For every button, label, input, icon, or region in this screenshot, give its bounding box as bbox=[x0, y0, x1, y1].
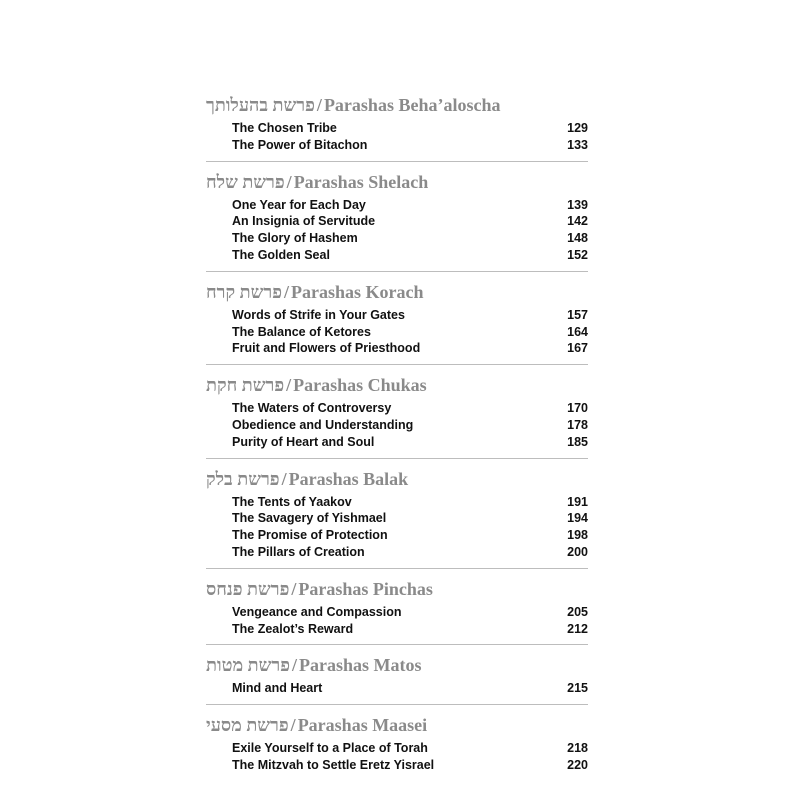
toc-section bbox=[206, 468, 588, 569]
section-hebrew-title: פרשת מטות bbox=[206, 655, 290, 676]
section-heading bbox=[206, 654, 588, 676]
toc-entry[interactable] bbox=[206, 434, 588, 451]
section-separator: / bbox=[286, 375, 292, 396]
entry-title: The Golden Seal bbox=[232, 247, 330, 262]
toc-entry[interactable] bbox=[206, 680, 588, 697]
toc-entry[interactable] bbox=[206, 757, 588, 774]
entry-page-number: 185 bbox=[567, 434, 588, 449]
entry-title: The Mitzvah to Settle Eretz Yisrael bbox=[232, 757, 435, 772]
entry-title: The Chosen Tribe bbox=[232, 121, 337, 135]
toc-entry[interactable] bbox=[206, 740, 588, 757]
section-title: Parashas Beha’aloscha bbox=[323, 95, 501, 115]
section-title: Parashas Balak bbox=[288, 468, 409, 489]
entry-title: One Year for Each Day bbox=[232, 197, 366, 212]
table-of-contents bbox=[206, 94, 588, 790]
entry-page-number: 194 bbox=[567, 511, 588, 526]
toc-entry[interactable] bbox=[206, 324, 588, 341]
section-title: Parashas Chukas bbox=[293, 375, 427, 396]
toc-entry[interactable] bbox=[206, 137, 588, 154]
toc-section bbox=[206, 654, 588, 705]
entry-title: Vengeance and Compassion bbox=[232, 604, 402, 619]
section-title: Parashas Maasei bbox=[297, 715, 428, 736]
section-heading bbox=[206, 578, 588, 600]
section-heading bbox=[206, 714, 588, 736]
entry-title: The Pillars of Creation bbox=[232, 544, 365, 559]
entry-title: Purity of Heart and Soul bbox=[232, 434, 375, 449]
section-hebrew-title: פרשת קרח bbox=[206, 281, 282, 302]
section-heading bbox=[206, 281, 588, 303]
section-hebrew-title: פרשת שלח bbox=[206, 171, 285, 192]
section-title: Parashas Pinchas bbox=[298, 578, 433, 599]
entry-title: The Waters of Controversy bbox=[232, 401, 392, 416]
toc-entry[interactable] bbox=[206, 197, 588, 214]
toc-entry[interactable] bbox=[206, 544, 588, 561]
entry-title: Obedience and Understanding bbox=[232, 417, 414, 432]
toc-entry[interactable] bbox=[206, 604, 588, 621]
entry-title: The Savagery of Yishmael bbox=[232, 511, 387, 526]
toc-entry[interactable] bbox=[206, 213, 588, 230]
section-heading bbox=[206, 171, 588, 193]
entry-page-number: 148 bbox=[567, 231, 588, 246]
section-separator: / bbox=[281, 468, 287, 489]
entry-page-number: 142 bbox=[567, 214, 588, 229]
toc-section bbox=[206, 281, 588, 365]
entry-page-number: 198 bbox=[567, 528, 588, 543]
entry-page-number: 157 bbox=[567, 307, 588, 322]
section-separator: / bbox=[290, 715, 296, 736]
toc-section bbox=[206, 714, 588, 781]
entry-title: The Glory of Hashem bbox=[232, 231, 358, 246]
section-separator: / bbox=[286, 171, 292, 192]
section-separator: / bbox=[283, 281, 289, 302]
entry-page-number: 215 bbox=[567, 681, 588, 696]
toc-entry[interactable] bbox=[206, 527, 588, 544]
entry-title: Mind and Heart bbox=[232, 681, 323, 696]
toc-entry[interactable] bbox=[206, 247, 588, 264]
toc-section bbox=[206, 171, 588, 272]
section-title: Parashas Matos bbox=[299, 655, 422, 676]
toc-entry[interactable] bbox=[206, 621, 588, 638]
entry-page-number: 200 bbox=[567, 544, 588, 559]
section-heading bbox=[206, 468, 588, 490]
toc-entry[interactable] bbox=[206, 340, 588, 357]
entry-page-number: 220 bbox=[567, 757, 588, 772]
toc-entry[interactable] bbox=[206, 510, 588, 527]
section-hebrew-title: פרשת בלק bbox=[206, 468, 280, 489]
entry-page-number: 218 bbox=[567, 741, 588, 756]
section-hebrew-title: פרשת פנחס bbox=[206, 578, 290, 599]
toc-section bbox=[206, 578, 588, 646]
toc-entry[interactable] bbox=[206, 494, 588, 511]
entry-title: The Power of Bitachon bbox=[232, 137, 368, 152]
entry-page-number: 164 bbox=[567, 324, 588, 339]
entry-title: Words of Strife in Your Gates bbox=[232, 307, 405, 322]
section-heading bbox=[206, 374, 588, 396]
entry-title: Exile Yourself to a Place of Torah bbox=[232, 741, 428, 756]
entry-page-number: 152 bbox=[567, 247, 588, 262]
section-hebrew-title: פרשת בהעלותך bbox=[206, 95, 315, 115]
entry-title: The Promise of Protection bbox=[232, 528, 388, 543]
entry-page-number: 212 bbox=[567, 621, 588, 636]
toc-entry[interactable] bbox=[206, 230, 588, 247]
section-separator: / bbox=[291, 578, 297, 599]
entry-title: An Insignia of Servitude bbox=[232, 214, 376, 229]
entry-title: The Balance of Ketores bbox=[232, 324, 371, 339]
entry-page-number: 139 bbox=[567, 197, 588, 212]
section-hebrew-title: פרשת חקת bbox=[206, 375, 285, 396]
section-title: Parashas Korach bbox=[291, 281, 424, 302]
toc-entry[interactable] bbox=[206, 120, 588, 137]
entry-title: Fruit and Flowers of Priesthood bbox=[232, 341, 421, 356]
entry-page-number: 133 bbox=[567, 137, 588, 152]
entry-page-number: 167 bbox=[567, 341, 588, 356]
entry-page-number: 170 bbox=[567, 401, 588, 416]
toc-entry[interactable] bbox=[206, 400, 588, 417]
section-hebrew-title: פרשת מסעי bbox=[206, 715, 289, 736]
section-heading bbox=[206, 94, 588, 116]
section-separator: / bbox=[291, 655, 297, 676]
section-title: Parashas Shelach bbox=[293, 171, 429, 192]
entry-page-number: 178 bbox=[567, 417, 588, 432]
toc-section bbox=[206, 374, 588, 458]
toc-entry[interactable] bbox=[206, 417, 588, 434]
entry-title: The Tents of Yaakov bbox=[232, 494, 352, 509]
entry-page-number: 205 bbox=[567, 604, 588, 619]
toc-section bbox=[206, 94, 588, 162]
entry-title: The Zealot’s Reward bbox=[232, 621, 354, 636]
entry-page-number: 129 bbox=[567, 121, 588, 135]
entry-page-number: 191 bbox=[567, 494, 588, 509]
toc-entry[interactable] bbox=[206, 307, 588, 324]
section-separator: / bbox=[316, 95, 322, 115]
